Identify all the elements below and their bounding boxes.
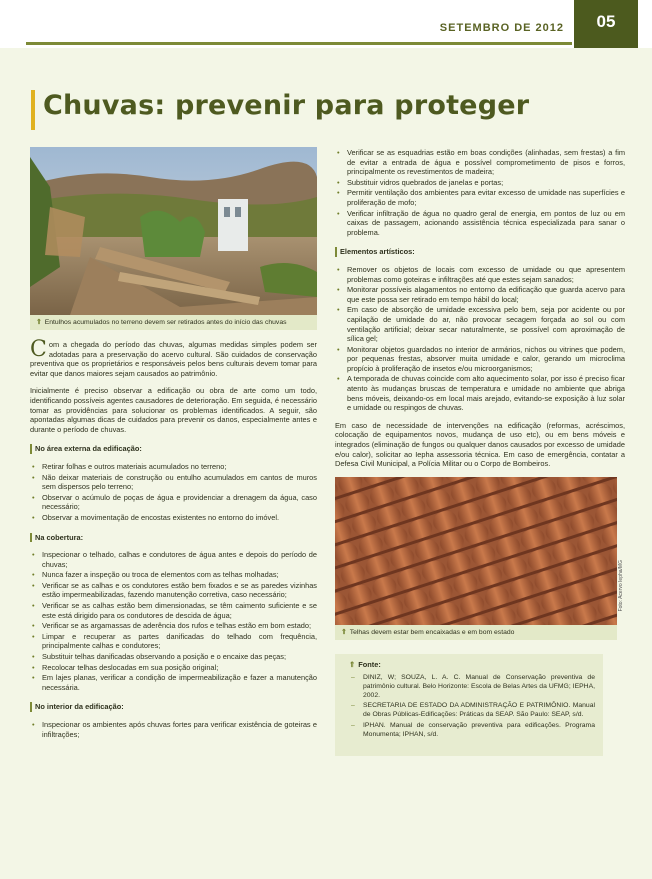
closing-paragraph: Em caso de necessidade de intervenções na edificação (reformas, acréscimos, colocação de equipamentos novos, mudança de uso etc), ou em bens móveis e integrados (eliminação de fungos ou qualquer danos causados por excesso de umidade e/ou calor), solicitar ao Iepha assessoria técnica. Em caso de emergência, contatar a Defesa Civil Municipal, a Polícia Militar ou o Corpo de Bombeiros.	[335, 420, 625, 469]
list-item: • Substituir telhas danificadas observando a posição e o encaixe das peças;	[30, 652, 317, 662]
list-item: • Inspecionar o telhado, calhas e condutores de água antes e depois do período de chuvas;	[30, 550, 317, 569]
page-number: 05	[574, 0, 638, 48]
list-item: • Não deixar materiais de construção ou entulho acumulados em cantos de muros sem dispersos pelo terreno;	[30, 473, 317, 492]
roof-photo-caption	[335, 625, 617, 641]
intro-paragraph-1	[30, 337, 317, 378]
source-item: – DINIZ, W; SOUZA, L. A. C. Manual de Conservação preventiva de patrimônio cultural. Belo Horizonte: Escola de Belas Artes da UFMG; IEPHA, 2002.	[349, 674, 595, 700]
debris-photo	[30, 147, 317, 315]
list-item: • Limpar e recuperar as partes danificadas do telhado com frequência, principalmente calhas e condutores;	[30, 632, 317, 651]
list-item: • Nunca fazer a inspeção ou troca de elementos com as telhas molhadas;	[30, 570, 317, 580]
list-item: • Inspecionar os ambientes após chuvas fortes para verificar existência de goteiras e infiltrações;	[30, 720, 317, 739]
list-item: • Recolocar telhas deslocadas em sua posição original;	[30, 663, 317, 673]
list-item: • Monitorar objetos guardados no interior de armários, nichos ou vitrines que podem, por pequenas frestas, absorver muita umidade e calor, gerando um microclima propício à proliferação de insetos e/ou microorganismos;	[335, 345, 625, 374]
caption-text: Entulhos acumulados no terreno devem ser retirados antes do início das chuvas	[44, 319, 287, 326]
sources-list	[349, 674, 595, 740]
left-column	[30, 147, 317, 747]
sources-heading	[349, 660, 595, 670]
section-heading-roof: Na cobertura:	[30, 533, 317, 543]
sources-heading-text: Fonte:	[358, 660, 381, 670]
artistic-list	[335, 265, 625, 413]
list-item: • Observar o acúmulo de poças de água e providenciar a drenagem da água, caso necessário;	[30, 493, 317, 512]
list-item: • Verificar se as argamassas de aderência dos rufos e telhas estão em bom estado;	[30, 621, 317, 631]
list-item: • Remover os objetos de locais com excesso de umidade ou que apresentem problemas como goteiras e infiltrações até que estes sejam sanados;	[335, 265, 625, 284]
list-item: • Verificar se as esquadrias estão em boas condições (alinhadas, sem frestas) a fim de evitar a entrada de água e possível comprometimento de pisos e forros, principalmente os revestimentos de madeira;	[335, 148, 625, 177]
source-item: – SECRETARIA DE ESTADO DA ADMINISTRAÇÃO E PATRIMÔNIO. Manual de Obras Públicas-Edificações: Práticas da SEAP. São Paulo: SEAP, s/d.	[349, 702, 595, 720]
intro-text-1: om a chegada do período das chuvas, algumas medidas simples podem ser adotadas para a preservação do acervo cultural. São cuidados de conservação preventiva que os proprietários e responsáveis pelos bens culturais devem tomar para evitar que danos maiores sejam causados ao patrimônio.	[30, 340, 317, 378]
title-block	[31, 90, 529, 130]
list-item: • A temporada de chuvas coincide com alto aquecimento solar, por isso é preciso ficar atento às mudanças bruscas de temperatura e umidade no ambiente que abriga bens móveis, deixando-os em local mais arejado, evitando-se exposição à luz solar e umidade ou respingos de chuvas.	[335, 374, 625, 412]
debris-photo-caption	[30, 315, 317, 330]
roof-tiles-photo	[335, 477, 617, 625]
drop-cap: C	[30, 337, 47, 362]
intro-paragraph-2: Inicialmente é preciso observar a edificação ou obra de arte como um todo, identificando possíveis agentes causadores de deterioração. Em seguida, é necessário tomar as providências para solucionar os problemas identificados. A seguir, são apontadas algumas dicas de cuidados para prevenir os danos, especialmente antes e durante o período de chuvas.	[30, 386, 317, 434]
interior-list-continued	[335, 148, 625, 237]
issue-date: SETEMBRO DE 2012	[439, 22, 564, 34]
list-item: • Monitorar possíveis alagamentos no entorno da edificação que guarda acervo para que este possa ser retirado em tempo hábil do local;	[335, 285, 625, 304]
header-rule	[26, 42, 572, 45]
caption-arrow-icon: ⇑	[349, 660, 356, 670]
photo-credit: Foto: Acervo Iepha/MG	[618, 560, 624, 612]
caption-arrow-icon: ⇑	[36, 319, 42, 326]
list-item: • Verificar infiltração de água no quadro geral de energia, em pontos de luz ou em caixas de passagem, acionando assistência técnica especializada para sanar o problema.	[335, 209, 625, 238]
list-item: • Verificar se as calhas estão bem dimensionadas, se têm caimento suficiente e se este está dirigido para os condutores de descida de água;	[30, 601, 317, 620]
page-header	[0, 0, 652, 48]
debris-photo-illustration	[30, 147, 317, 315]
list-item: • Em caso de absorção de umidade excessiva pelo bem, seja por acidente ou por capilação de umidade do ar, não provocar secagem forçada ao sol ou com ventilação artificial; deixar secar naturalmente, se possível com aproximação de sílica gel;	[335, 305, 625, 343]
list-item: • Verificar se as calhas e os condutores estão bem fixados e se as paredes vizinhas estão impermeabilizadas, fazendo manutenção corretiva, caso necessário;	[30, 581, 317, 600]
sources-box	[335, 654, 603, 755]
section-heading-artistic: Elementos artísticos:	[335, 247, 625, 257]
section-heading-interior: No interior da edificação:	[30, 702, 317, 712]
article-title: Chuvas: prevenir para proteger	[43, 90, 530, 121]
list-item: • Permitir ventilação dos ambientes para evitar excesso de umidade nas superfícies e proliferação de mofo;	[335, 188, 625, 207]
interior-list-start	[30, 720, 317, 739]
source-item: – IPHAN. Manual de conservação preventiva para edificações. Programa Monumenta; IPHAN, s/d.	[349, 722, 595, 740]
caption-text: Telhas devem estar bem encaixadas e em bom estado	[349, 628, 515, 636]
caption-arrow-icon: ⇑	[341, 628, 347, 636]
section-heading-exterior: No área externa da edificação:	[30, 444, 317, 454]
list-item: • Retirar folhas e outros materiais acumulados no terreno;	[30, 462, 317, 472]
list-item: • Substituir vidros quebrados de janelas e portas;	[335, 178, 625, 188]
right-column	[335, 148, 625, 756]
exterior-list	[30, 462, 317, 523]
roof-tiles-illustration	[335, 477, 617, 625]
list-item: • Observar a movimentação de encostas existentes no entorno do imóvel.	[30, 513, 317, 523]
roof-list	[30, 550, 317, 692]
list-item: • Em lajes planas, verificar a condição de impermeabilização e fazer a manutenção necessária.	[30, 673, 317, 692]
